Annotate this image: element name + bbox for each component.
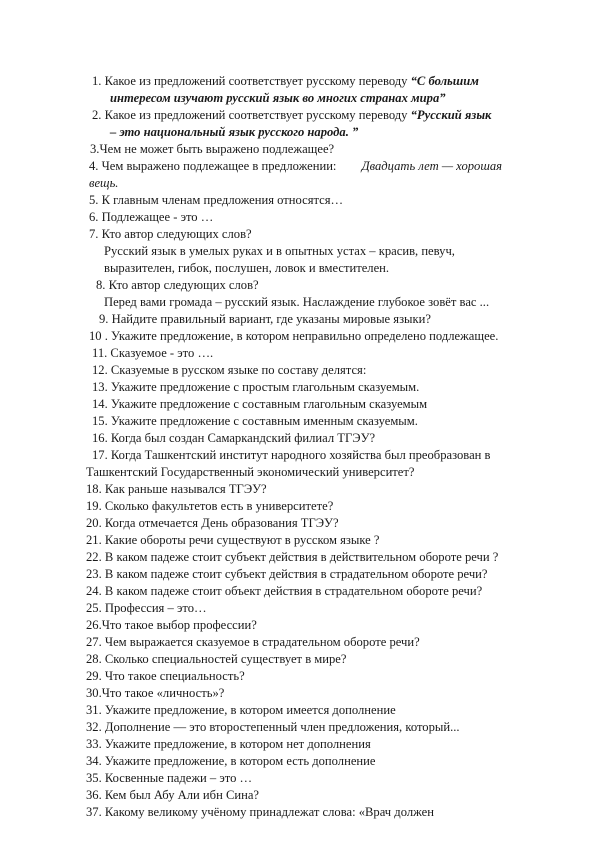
question-3: 3.Чем не может быть выражено подлежащее?	[90, 142, 335, 156]
question-15: 15. Укажите предложение с составным именным сказуемым.	[92, 414, 418, 428]
question-1-line-2: интересом изучают русский язык во многих странах мира”	[110, 91, 446, 105]
question-25: 25. Профессия – это…	[86, 601, 207, 615]
question-20: 20. Когда отмечается День образования ТГЭУ?	[86, 516, 339, 530]
question-11: 11. Сказуемое - это ….	[92, 346, 214, 360]
question-19: 19. Сколько факультетов есть в университете?	[86, 499, 334, 513]
question-12: 12. Сказуемые в русском языке по составу делятся:	[92, 363, 367, 377]
question-6: 6. Подлежащее - это …	[89, 210, 214, 224]
quote-8: Перед вами громада – русский язык. Наслаждение глубокое зовёт вас ...	[104, 295, 490, 309]
question-18: 18. Как раньше назывался ТГЭУ?	[86, 482, 267, 496]
question-7: 7. Кто автор следующих слов?	[89, 227, 252, 241]
question-33: 33. Укажите предложение, в котором нет дополнения	[86, 737, 371, 751]
question-1-line-1: 1. Какое из предложений соответствует русскому переводу “С большим	[92, 74, 479, 88]
question-28: 28. Сколько специальностей существует в мире?	[86, 652, 347, 666]
question-35: 35. Косвенные падежи – это …	[86, 771, 253, 785]
question-30: 30.Что такое «личность»?	[86, 686, 225, 700]
question-16: 16. Когда был создан Самаркандский филиал ТГЭУ?	[92, 431, 376, 445]
question-2-line-2: – это национальный язык русского народа. ”	[110, 125, 359, 139]
question-37: 37. Какому великому учёному принадлежат слова: «Врач должен	[86, 805, 434, 819]
question-23: 23. В каком падеже стоит субъект действия в страдательном обороте речи?	[86, 567, 488, 581]
quote-7-line-2: выразителен, гибок, послушен, ловок и вместителен.	[104, 261, 390, 275]
example-sentence: Двадцать лет — хорошая	[361, 159, 502, 173]
question-2-line-1: 2. Какое из предложений соответствует русскому переводу “Русский язык	[92, 108, 492, 122]
question-4-line-2: вещь.	[89, 176, 119, 190]
question-22: 22. В каком падеже стоит субъект действия в действительном обороте речи ?	[86, 550, 499, 564]
question-24: 24. В каком падеже стоит объект действия в страдательном обороте речи?	[86, 584, 483, 598]
question-21: 21. Какие обороты речи существуют в русском языке ?	[86, 533, 380, 547]
question-14: 14. Укажите предложение с составным глагольным сказуемым	[92, 397, 428, 411]
question-9: 9. Найдите правильный вариант, где указаны мировые языки?	[99, 312, 431, 326]
question-10: 10 . Укажите предложение, в котором неправильно определено подлежащее.	[89, 329, 499, 343]
question-17-line-2: Ташкентский Государственный экономический университет?	[86, 465, 415, 479]
question-26: 26.Что такое выбор профессии?	[86, 618, 257, 632]
question-36: 36. Кем был Абу Али ибн Сина?	[86, 788, 260, 802]
question-29: 29. Что такое специальность?	[86, 669, 245, 683]
question-32: 32. Дополнение — это второстепенный член предложения, который...	[86, 720, 460, 734]
quote-7-line-1: Русский язык в умелых руках и в опытных устах – красив, певуч,	[104, 244, 455, 258]
quote-phrase: “Русский язык	[410, 108, 492, 122]
question-27: 27. Чем выражается сказуемое в страдательном обороте речи?	[86, 635, 420, 649]
question-13: 13. Укажите предложение с простым глагольным сказуемым.	[92, 380, 420, 394]
question-4-line-1: 4. Чем выражено подлежащее в предложении: Двадцать лет — хорошая	[89, 159, 502, 173]
question-17-line-1: 17. Когда Ташкентский институт народного хозяйства был преобразован в	[92, 448, 491, 462]
question-31: 31. Укажите предложение, в котором имеется дополнение	[86, 703, 396, 717]
question-5: 5. К главным членам предложения относятся…	[89, 193, 344, 207]
question-8: 8. Кто автор следующих слов?	[96, 278, 259, 292]
quote-phrase: “С большим	[410, 74, 479, 88]
question-34: 34. Укажите предложение, в котором есть дополнение	[86, 754, 376, 768]
